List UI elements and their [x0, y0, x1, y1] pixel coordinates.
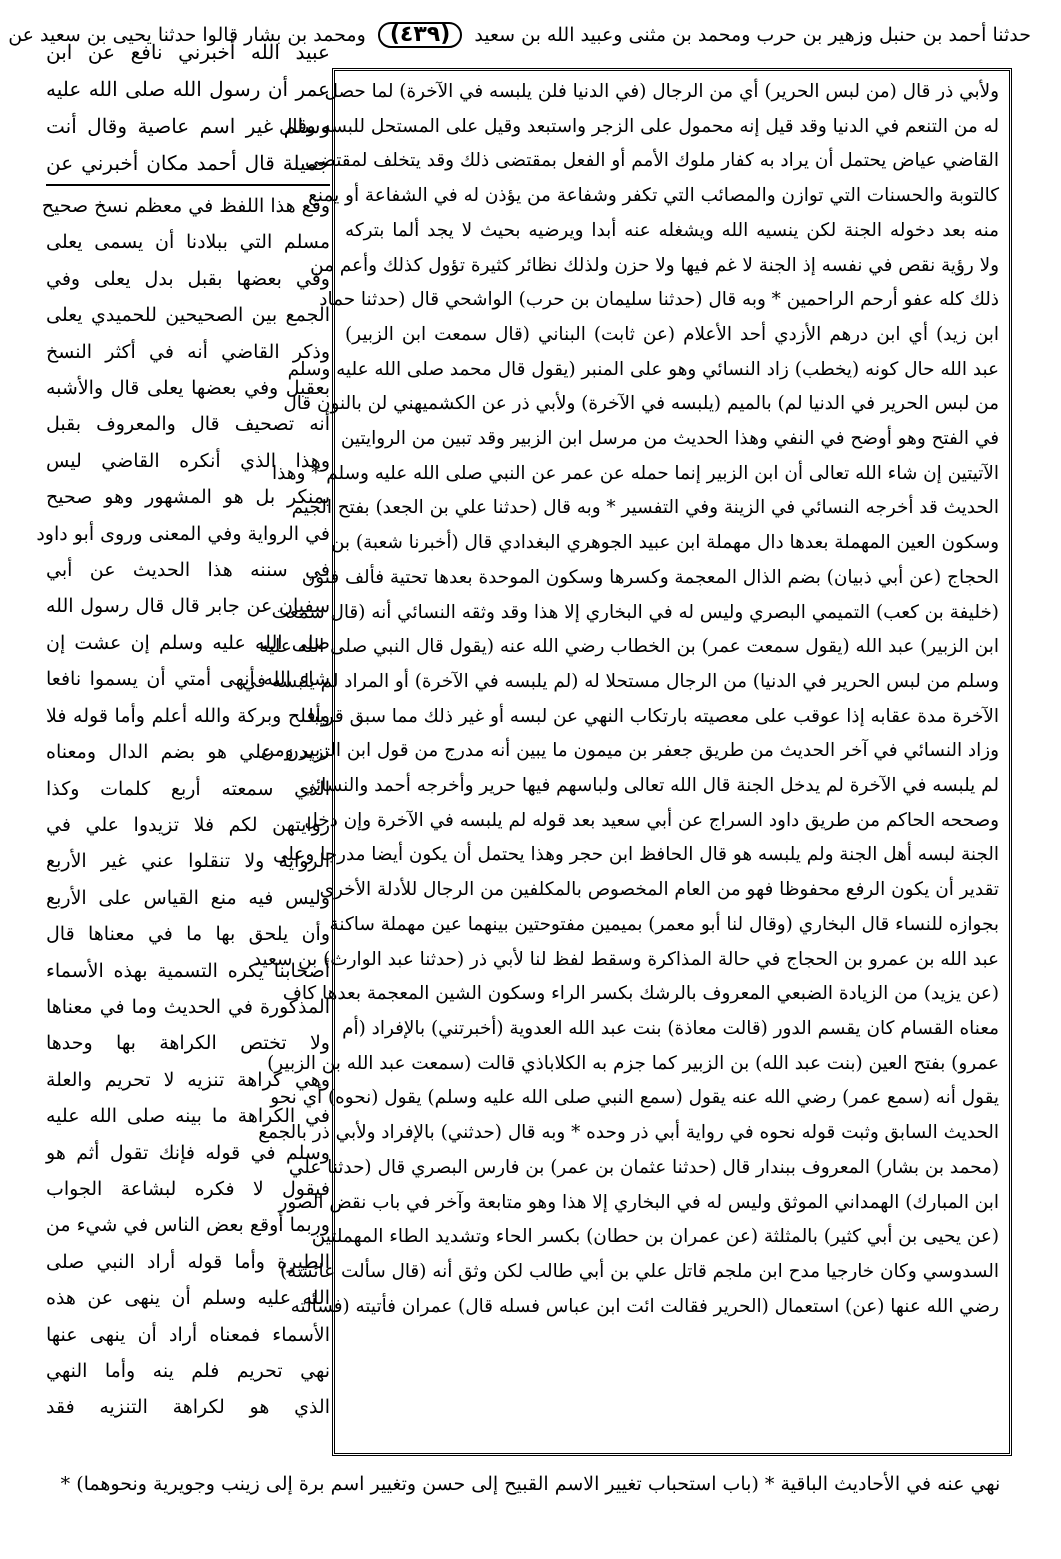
commentary-line: السدوسي وكان خارجيا مدح ابن ملجم قاتل علي بن أبي طالب لكن وثق أنه (قال سألت عائشة)	[279, 1260, 999, 1282]
hadith-line: وسلم غير اسم عاصية وقال أنت	[46, 114, 330, 138]
note-line: الله عليه وسلم أن ينهى عن هذه	[46, 1287, 330, 1310]
commentary-line: كالتوبة والحسنات التي توازن والمصائب التي تكفر وشفاعة من يؤذن له في الشفاعة أو يمنع	[308, 185, 999, 207]
hadith-note	[36, 188, 330, 1426]
commentary-line: بجوازه للنساء قال البخاري (وقال لنا أبو معمر) بميمين مفتوحتين بينهما عين مهملة ساكنة	[329, 913, 999, 935]
note-line: وفي بعضها بقبل بدل يعلى وفي	[46, 267, 330, 290]
note-line: وأفلح وبركة والله أعلم وأما قوله فلا	[46, 704, 330, 727]
note-line: وربما أوقع بعض الناس في شيء من	[45, 1214, 330, 1237]
commentary-line: (عن يحيى بن أبي كثير) بالمثلثة (عن عمران بن حطان) بكسر الحاء وتشديد الطاء المهملتين	[311, 1226, 999, 1248]
note-line: في الكراهة ما بينه صلى الله عليه	[46, 1105, 330, 1128]
commentary-line: (خليفة بن كعب) التميمي البصري وليس له في البخاري إلا هذا وقد وثقه النسائي أنه (قال سمعت	[271, 601, 999, 623]
page-number: (٤٣٩)	[378, 22, 462, 48]
note-line: فيقول لا فكره لبشاعة الجواب	[46, 1177, 330, 1200]
commentary-line: منه بعد دخوله الجنة لكن ينسيه الله ويشغله عنه أبدا ويرضيه بحيث لا يجد ألما بتركه	[345, 219, 999, 241]
commentary-line: ذلك كله عفو أرحم الراحمين * وبه قال (حدثنا سليمان بن حرب) الواشحي قال (حدثنا حماد	[319, 289, 999, 311]
note-line: الذي هو لكراهة التنزيه فقد	[46, 1396, 330, 1419]
commentary-line: له من التنعم في الدنيا وقد قيل إنه محمول على الزجر واستبعد وقيل على المستحل للبسه وقال	[278, 115, 999, 137]
commentary-line: القاضي عياض يحتمل أن يراد به كفار ملوك الأمم أو الفعل بمقتضى ذلك وقد يتخلف لمقتضى	[304, 150, 999, 172]
note-line: شاء الله أنهى أمتي أن يسموا نافعا	[46, 668, 330, 691]
commentary-line: لم يلبسه في الآخرة لم يدخل الجنة قال الله تعالى ولباسهم فيها حرير وأخرجه أحمد والنسائي	[300, 775, 999, 797]
commentary-line: الآتيتين إن شاء الله تعالى أن ابن الزبير إنما حمله عن عمر عن النبي صلى الله عليه وسلم * وهذا	[272, 462, 999, 484]
note-line: بعقبل وفي بعضها يعلى قال والأشبه	[46, 377, 330, 400]
note-line: الجمع بين الصحيحين للحميدي يعلى	[46, 304, 330, 327]
note-line: المذكورة في الحديث وما في معناها	[46, 995, 330, 1018]
note-line: وهذا الذي أنكره القاضي ليس	[46, 449, 330, 472]
commentary-line: الحجاج (عن أبي ذبيان) بضم الذال المعجمة وكسرها وسكون الموحدة بعدها تحتية فألف فنون	[301, 566, 999, 588]
commentary-line: (محمد بن بشار) المعروف ببندار قال (حدثنا عثمان بن عمر) بن فارس البصري قال (حدثنا علي	[288, 1156, 999, 1178]
commentary-line: رضي الله عنها (عن) استعمال (الحرير فقالت ائت ابن عباس فسله قال) عمران فأتيته (فسألته	[290, 1295, 999, 1317]
commentary-line: ابن زيد) أي ابن درهم الأزدي أحد الأعلام (عن ثابت) البناني (قال سمعت ابن الزبير)	[345, 323, 999, 345]
note-line: في الرواية وفي المعنى وروى أبو داود	[36, 522, 330, 545]
commentary-line: ابن المبارك) الهمداني الموثق وليس له في البخاري إلا هذا وهو متابعة وآخر في باب نقض الصور	[278, 1191, 999, 1213]
header-text-left: ومحمد بن بشار قالوا حدثنا يحيى بن سعيد عن	[8, 24, 366, 46]
hadith-line: عبيد الله أخبرني نافع عن ابن	[46, 40, 330, 64]
note-line: في سننه هذا الحديث عن أبي	[46, 559, 330, 582]
commentary-line: تقدير أن يكون الرفع محفوظا فهو من العام المخصوص بالمكلفين من الرجال للأدلة الأخرى	[319, 879, 999, 901]
note-line: مسلم التي ببلادنا أن يسمى يعلى	[46, 231, 330, 254]
commentary-line: وصححه الحاكم من طريق داود السراج عن أبي سعيد بعد قوله لم يلبسه في الآخرة وإن دخل	[304, 809, 999, 831]
commentary-line: الحديث قد أخرجه النسائي في الزينة وفي التفسير * وبه قال (حدثنا علي بن الجعد) بفتح الجيم	[291, 497, 999, 519]
commentary-frame	[241, 68, 1012, 1456]
note-line: نهي تحريم فلم ينه وأما النهي	[46, 1360, 330, 1382]
note-line: وسلم في قوله فإنك تقول أثم هو	[46, 1141, 330, 1164]
commentary-line: من لبس الحرير في الدنيا لم) بالميم (يلبسه في الآخرة) ولأبي ذر عن الكشميهني لن بالنون قال	[283, 393, 999, 415]
note-line: بمنكر بل هو المشهور وهو صحيح	[46, 486, 330, 509]
note-line: وهي كراهة تنزيه لا تحريم والعلة	[46, 1068, 330, 1091]
note-line: تزيدن علي هو بضم الدال ومعناه	[46, 741, 330, 764]
commentary-line: وسكون العين المهملة بعدها دال مهملة ابن عبيد الجوهري البغدادي قال (أخبرنا شعبة) بن	[330, 532, 999, 554]
hadith-line: جميلة قال أحمد مكان أخبرني عن	[46, 151, 330, 175]
chapter-heading: نهي عنه في الأحاديث الباقية * (باب استحباب تغيير الاسم القبيح إلى حسن وتغيير اسم برة إلى زينب وجويرية ونحوهما) *	[60, 1473, 1001, 1495]
commentary-line: ابن الزبير) عبد الله (يقول سمعت عمر) بن الخطاب رضي الله عنه (يقول قال النبي صلى الله عليه	[259, 636, 999, 658]
commentary-line: ولأبي ذر قال (من لبس الحرير) أي من الرجال (في الدنيا فلن يلبسه في الآخرة) لما حصل	[324, 81, 999, 102]
note-line: أنه تصحيف قال والمعروف بقبل	[46, 413, 330, 436]
commentary-line: وزاد النسائي في آخر الحديث من طريق جعفر بن ميمون ما يبين أنه مدرج من قول ابن الزبير ومن	[260, 740, 999, 762]
commentary-line: عمرو) بفتح العين (بنت عبد الله) بن الزبير كما جزم به الكلاباذي قالت (سمعت عبد الله بن الزبير)	[267, 1052, 999, 1074]
column-divider	[46, 184, 330, 186]
commentary-line: الجنة لبسه أهل الجنة ولم يلبسه هو قال الحافظ ابن حجر وهذا يحتمل أن يكون أيضا مدرجا وعلى	[272, 844, 999, 866]
commentary-line: وسلم من لبس الحرير في الدنيا) من الرجال مستحلا له (لم يلبسه في الآخرة) أو المراد لم يلبسه في	[241, 670, 999, 692]
hadith-text	[46, 34, 330, 182]
note-line: الذي سمعته أربع كلمات وكذا	[46, 777, 330, 800]
note-line: ولا تختص الكراهة بها وحدها	[46, 1032, 330, 1055]
commentary-line: (عن يزيد) من الزيادة الضبعي المعروف بالرشك بكسر الراء وسكون الشين المعجمة بعدها كاف	[282, 983, 999, 1005]
note-line: وقع هذا اللفظ في معظم نسخ صحيح	[41, 195, 330, 217]
commentary-line: في الفتح وهو أوضح في النفي وهذا الحديث من مرسل ابن الزبير وقد تبين من الروايتين	[340, 428, 999, 450]
note-line: صلى الله عليه وسلم إن عشت إن	[46, 631, 330, 654]
note-line: وليس فيه منع القياس على الأربع	[46, 886, 330, 909]
commentary-line: الآخرة مدة عقابه إذا عوقب على معصيته بارتكاب النهي عن لبسه أو غير ذلك مما سبق قريبا	[308, 705, 999, 727]
note-line: أصحابنا يكره التسمية بهذه الأسماء	[46, 959, 330, 982]
note-line: روايتهن لكم فلا تزيدوا علي في	[46, 813, 330, 836]
note-line: الأسماء فمعناه أراد أن ينهى عنها	[46, 1323, 330, 1346]
hadith-column	[36, 34, 330, 1454]
commentary-line: الحديث السابق وثبت قوله نحوه في رواية أبي ذر وحده * وبه قال (حدثني) بالإفراد ولأبي ذر بالجمع	[258, 1122, 999, 1144]
commentary-line: عبد الله بن عمرو بن الحجاج في حالة المذاكرة وسقط لفظ لنا لأبي ذر (حدثنا عبد الوارث) بن سعيد	[252, 948, 999, 970]
note-line: وذكر القاضي أنه في أكثر النسخ	[46, 340, 330, 363]
header-text-right: حدثنا أحمد بن حنبل وزهير بن حرب ومحمد بن مثنى وعبيد الله بن سعيد	[474, 24, 1031, 46]
note-line: سفيان عن جابر قال قال رسول الله	[46, 595, 330, 618]
note-line: وأن يلحق بها ما في معناها قال	[46, 923, 330, 946]
note-line: الرواية ولا تنقلوا عني غير الأربع	[46, 850, 330, 873]
commentary-line: يقول أنه (سمع عمر) رضي الله عنه يقول (سمع النبي صلى الله عليه وسلم) يقول (نحوه) أي نحو	[270, 1087, 999, 1109]
commentary-line: عبد الله حال كونه (يخطب) زاد النسائي وهو على المنبر (يقول قال محمد صلى الله عليه وسلم	[287, 358, 999, 380]
hadith-line: عمر أن رسول الله صلى الله عليه	[46, 77, 330, 101]
commentary-line: ولا رؤية نقص في نفسه إذ الجنة لا غم فيها ولا حزن ولذلك نظائر كثيرة تؤول كذلك وأعم من	[310, 254, 999, 276]
note-line: الطيرة وأما قوله أراد النبي صلى	[46, 1250, 330, 1273]
commentary-line: معناه القسام كان يقسم الدور (قالت معاذة) بنت عبد الله العدوية (أخبرتني) بالإفراد (أم	[342, 1017, 999, 1039]
